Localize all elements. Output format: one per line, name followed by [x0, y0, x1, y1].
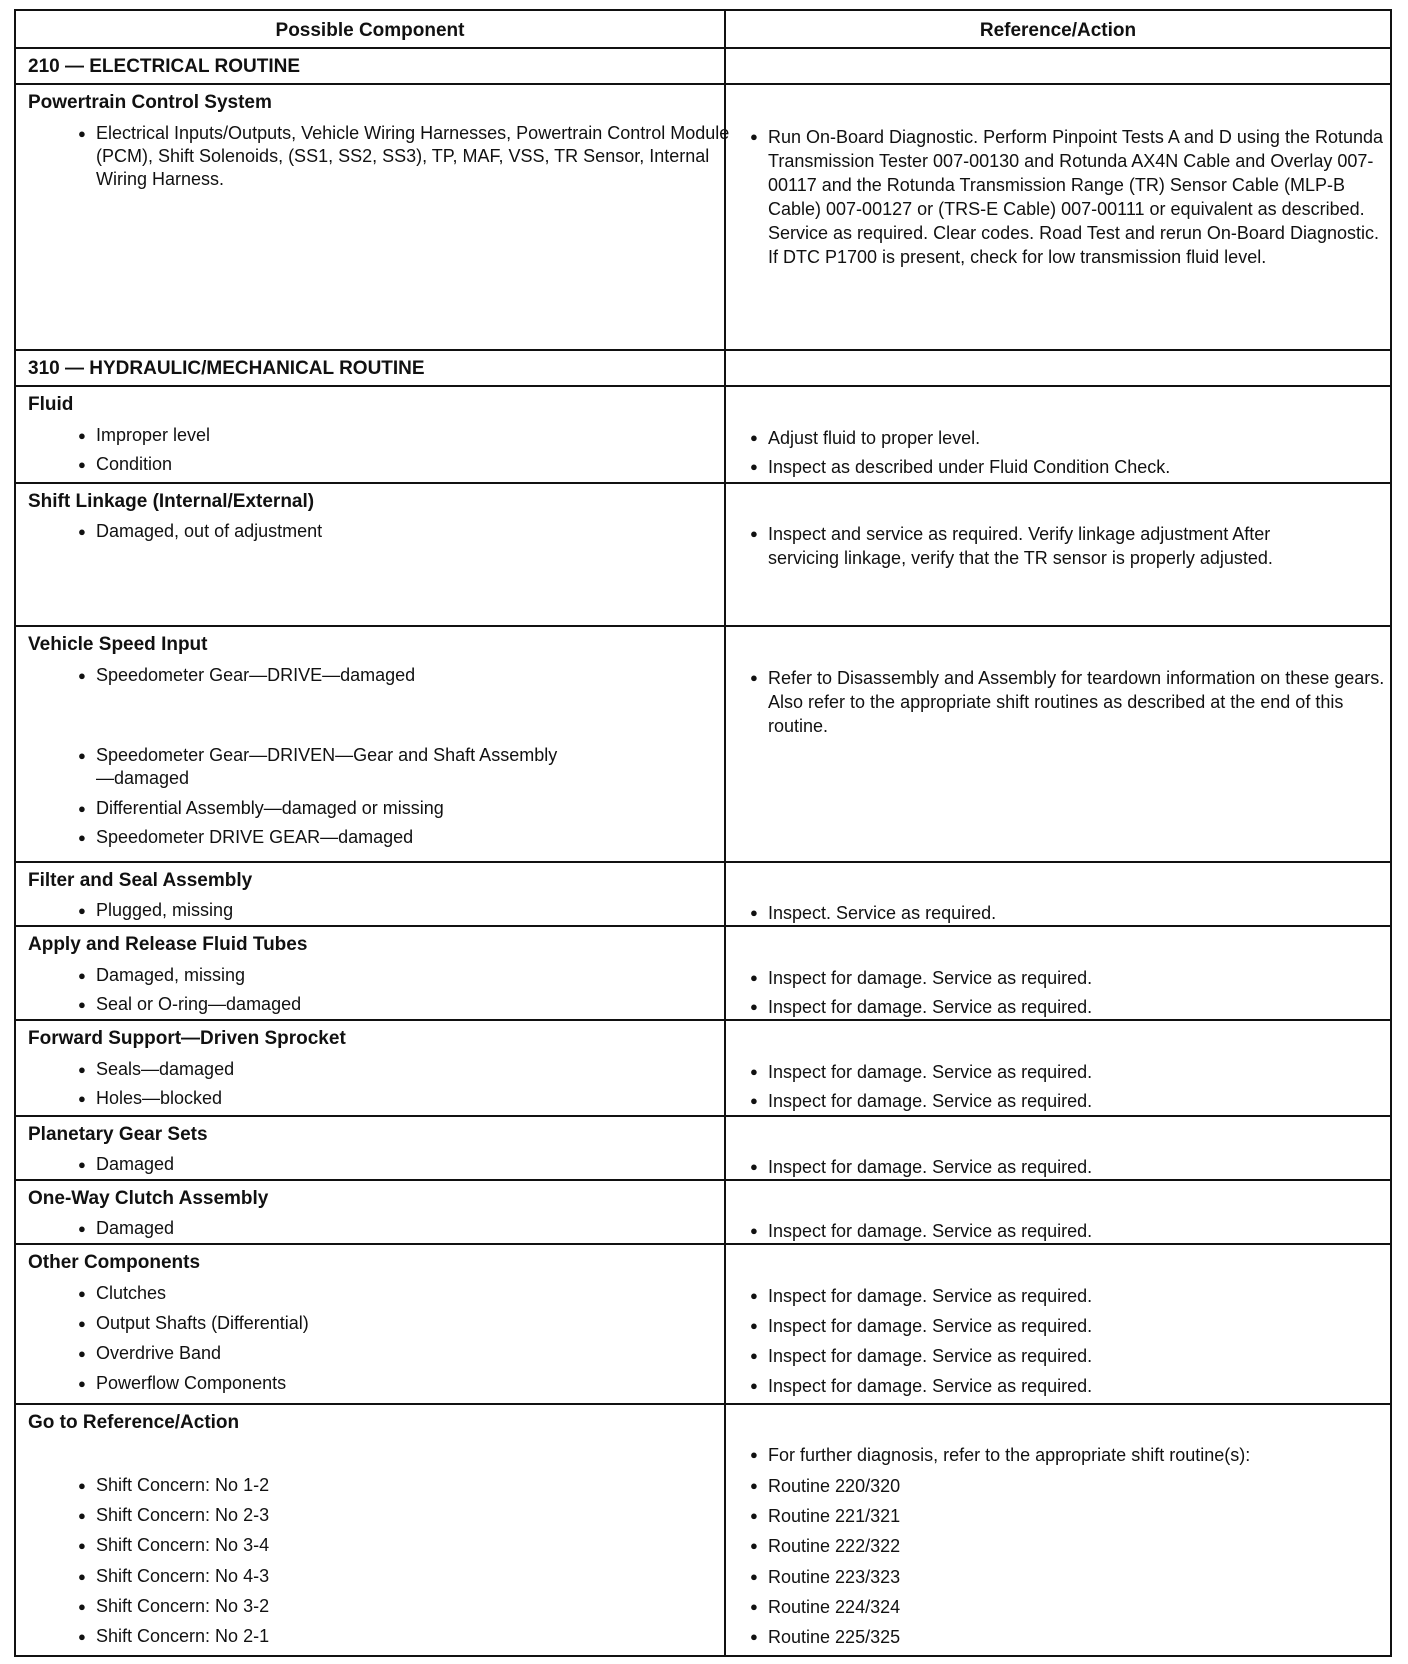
section-title-planetary: Planetary Gear Sets	[28, 1124, 208, 1145]
list-item: ● Overdrive Band	[78, 1342, 746, 1365]
action-item: ● Inspect for damage. Service as required.	[750, 1344, 1408, 1368]
list-item: ● Shift Concern: No 2-1	[78, 1625, 746, 1648]
action-item: ● Inspect for damage. Service as required.	[750, 1284, 1408, 1308]
section-title-go-to: Go to Reference/Action	[28, 1412, 240, 1433]
section-title-speed-input: Vehicle Speed Input	[28, 634, 208, 655]
action-item: ● Inspect and service as required. Verify linkage adjustment After servicing linkage, verify that the TR sensor is properly adjusted.	[750, 522, 1328, 570]
list-item: ● Improper level	[78, 424, 746, 447]
section-title-fluid: Fluid	[28, 394, 74, 415]
list-item: ● Shift Concern: No 2-3	[78, 1504, 746, 1527]
list-item: ● Shift Concern: No 3-4	[78, 1534, 746, 1557]
action-item: ● Routine 225/325	[750, 1625, 1408, 1649]
row-divider	[16, 1179, 1390, 1181]
action-item: ● Routine 221/321	[750, 1504, 1408, 1528]
action-item: ● Inspect for damage. Service as required.	[750, 1314, 1408, 1338]
list-item: ● Condition	[78, 453, 746, 476]
section-title-forward-support: Forward Support—Driven Sprocket	[28, 1028, 346, 1049]
row-divider	[16, 925, 1390, 927]
action-item: ● Routine 222/322	[750, 1534, 1408, 1558]
action-item: ● Inspect for damage. Service as required.	[750, 1155, 1408, 1179]
list-item: ● Plugged, missing	[78, 899, 746, 922]
list-item: ● Shift Concern: No 3-2	[78, 1595, 746, 1618]
list-item: ● Speedometer DRIVE GEAR—damaged	[78, 826, 746, 849]
row-divider	[16, 349, 1390, 351]
action-item: ● Inspect for damage. Service as required.	[750, 1089, 1408, 1113]
row-divider	[16, 625, 1390, 627]
row-divider	[16, 1243, 1390, 1245]
section-title-310: 310 — HYDRAULIC/MECHANICAL ROUTINE	[28, 358, 425, 379]
action-item: ● Inspect for damage. Service as required.	[750, 1374, 1408, 1398]
action-item: ● Inspect. Service as required.	[750, 901, 1408, 925]
list-item: ● Powerflow Components	[78, 1372, 746, 1395]
column-header-action: Reference/Action	[979, 20, 1137, 41]
list-item: ● Seal or O-ring—damaged	[78, 993, 746, 1016]
row-divider	[16, 482, 1390, 484]
row-divider	[16, 1403, 1390, 1405]
list-item: ● Damaged	[78, 1153, 746, 1176]
list-item: ● Electrical Inputs/Outputs, Vehicle Wiring Harnesses, Powertrain Control Module (PCM), Shift Solenoids, (SS1, SS2, SS3), TP, MAF, VSS, TR Sensor, Internal Wiring Harness.	[78, 122, 736, 191]
action-item: ● Run On-Board Diagnostic. Perform Pinpoint Tests A and D using the Rotunda Transmission Tester 007-00130 and Rotunda AX4N Cable and Overlay 007-00117 and the Rotunda Transmission Range (TR) Sensor Cable (MLP-B Cable) 007-00127 or (TRS-E Cable) 007-00111 or equivalent as described. Service as required. Clear codes. Road Test and rerun On-Board Diagnostic. If DTC P1700 is present, check for low transmission fluid level.	[750, 125, 1383, 269]
action-item: ● Routine 220/320	[750, 1474, 1408, 1498]
section-title-powertrain: Powertrain Control System	[28, 92, 272, 113]
action-item: ● Refer to Disassembly and Assembly for teardown information on these gears. Also refer to the appropriate shift routines as described at the end of this routine.	[750, 666, 1388, 738]
action-item: ● Routine 223/323	[750, 1565, 1408, 1589]
row-divider	[16, 1115, 1390, 1117]
list-item: ● Shift Concern: No 4-3	[78, 1565, 746, 1588]
row-divider	[16, 385, 1390, 387]
list-item: ● Output Shafts (Differential)	[78, 1312, 746, 1335]
section-title-fluid-tubes: Apply and Release Fluid Tubes	[28, 934, 308, 955]
list-item: ● Holes—blocked	[78, 1087, 746, 1110]
section-title-one-way-clutch: One-Way Clutch Assembly	[28, 1188, 269, 1209]
list-item: ● Speedometer Gear—DRIVE—damaged	[78, 664, 746, 687]
action-item: ● Inspect for damage. Service as required.	[750, 966, 1408, 990]
action-item: ● Inspect for damage. Service as required.	[750, 995, 1408, 1019]
list-item: ● Clutches	[78, 1282, 746, 1305]
action-item: ● For further diagnosis, refer to the appropriate shift routine(s):	[750, 1443, 1408, 1467]
section-title-other-components: Other Components	[28, 1252, 201, 1273]
action-item: ● Inspect as described under Fluid Condition Check.	[750, 455, 1408, 479]
row-divider	[16, 1019, 1390, 1021]
list-item: ● Damaged, out of adjustment	[78, 520, 746, 543]
action-item: ● Routine 224/324	[750, 1595, 1408, 1619]
section-title-filter: Filter and Seal Assembly	[28, 870, 253, 891]
section-title-linkage: Shift Linkage (Internal/External)	[28, 491, 315, 512]
column-header-component: Possible Component	[275, 20, 465, 41]
list-item: ● Seals—damaged	[78, 1058, 746, 1081]
list-item: ● Shift Concern: No 1-2	[78, 1474, 746, 1497]
diagnosis-table	[14, 9, 1392, 1657]
action-item: ● Inspect for damage. Service as required.	[750, 1219, 1408, 1243]
action-item: ● Inspect for damage. Service as required.	[750, 1060, 1408, 1084]
list-item: ● Speedometer Gear—DRIVEN—Gear and Shaft Assembly—damaged	[78, 744, 566, 790]
list-item: ● Damaged, missing	[78, 964, 746, 987]
list-item: ● Differential Assembly—damaged or missing	[78, 797, 746, 820]
row-divider	[16, 83, 1390, 85]
action-item: ● Adjust fluid to proper level.	[750, 426, 1408, 450]
list-item: ● Damaged	[78, 1217, 746, 1240]
row-divider	[16, 861, 1390, 863]
section-title-210: 210 — ELECTRICAL ROUTINE	[28, 56, 301, 77]
